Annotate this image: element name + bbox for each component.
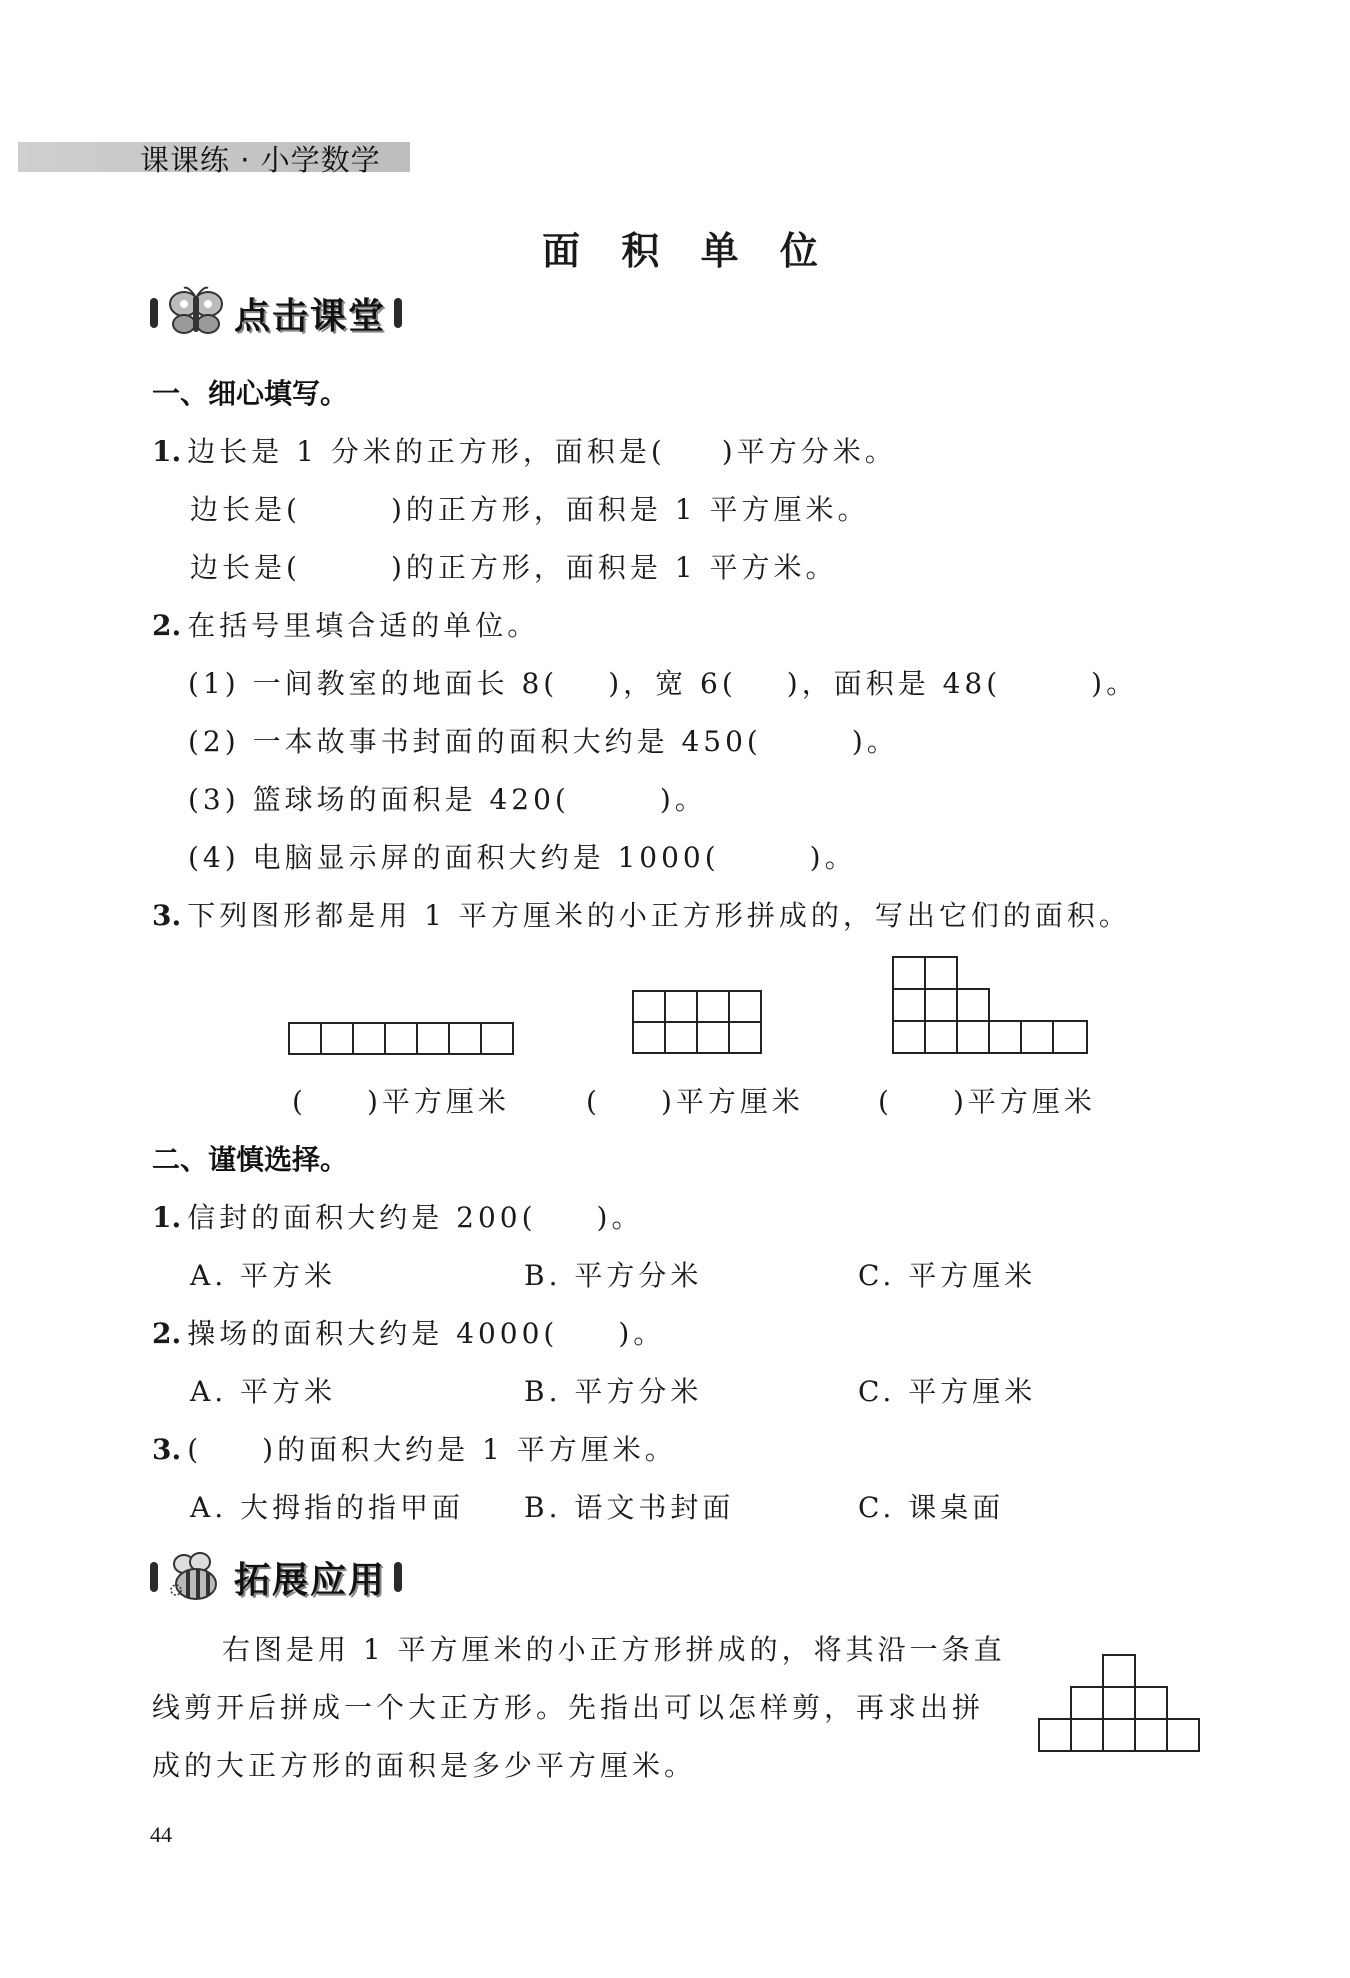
question-number: 3. [152, 899, 182, 932]
extension-text-line-3: 成的大正方形的面积是多少平方厘米。 [152, 1749, 697, 1782]
grid-figure-3 [892, 956, 1090, 1056]
grid-figure-2 [632, 990, 764, 1056]
badge-left-cap [150, 1562, 158, 1592]
click-class-badge [150, 286, 402, 340]
section-1-heading: 一、细心填写。 [152, 377, 349, 410]
paren: ( [292, 1085, 307, 1118]
section-2-heading: 二、谨慎选择。 [152, 1143, 349, 1176]
question-text: 操场的面积大约是 4000( [187, 1317, 559, 1350]
s1-q2-sub1 [188, 662, 1138, 702]
badge-right-cap [394, 1562, 402, 1592]
s2-q2-stem [152, 1312, 665, 1352]
question-text: (1) 一间教室的地面长 8( [188, 667, 559, 700]
page-title: 面 积 单 位 [542, 229, 832, 273]
question-number: 3. [152, 1433, 182, 1466]
question-number: 1. [152, 1201, 182, 1234]
question-text: )。 [618, 1317, 666, 1350]
option-b[interactable]: B. 语文书封面 [524, 1491, 735, 1524]
book-series-header: 课课练 · 小学数学 [140, 143, 381, 177]
badge-right-cap [394, 298, 402, 328]
answer-suffix: )平方厘米 [952, 1085, 1096, 1118]
grid-figure-1 [288, 1022, 518, 1056]
figure-1-answer [292, 1080, 510, 1120]
question-text: 边长是( [190, 493, 301, 526]
question-text: )。 [809, 841, 857, 874]
page-number: 44 [150, 1822, 172, 1847]
option-a[interactable]: A. 平方米 [190, 1259, 337, 1292]
bee-icon [162, 1550, 230, 1604]
butterfly-icon [162, 286, 230, 340]
extension-text-line-1: 右图是用 1 平方厘米的小正方形拼成的，将其沿一条直 [222, 1633, 1006, 1666]
question-text: (4) 电脑显示屏的面积大约是 1000( [188, 841, 720, 874]
paren: ( [586, 1085, 601, 1118]
question-number: 2. [152, 1317, 182, 1350]
question-text: 边长是( [190, 551, 301, 584]
s1-q1-line1 [152, 430, 897, 470]
answer-suffix: )平方厘米 [660, 1085, 804, 1118]
option-a[interactable]: A. 平方米 [190, 1375, 337, 1408]
question-text: )。 [1091, 667, 1139, 700]
badge-left-cap [150, 298, 158, 328]
question-text: 边长是 1 分米的正方形，面积是( [187, 435, 666, 468]
staircase-figure [1038, 1654, 1204, 1754]
question-text: 在括号里填合适的单位。 [187, 609, 540, 642]
question-text: )，宽 6( [608, 667, 737, 700]
question-text: )的面积大约是 1 平方厘米。 [262, 1433, 677, 1466]
question-text: (2) 一本故事书封面的面积大约是 450( [188, 725, 762, 758]
question-text: )，面积是 48( [786, 667, 1002, 700]
option-b[interactable]: B. 平方分米 [524, 1375, 703, 1408]
question-text: )的正方形，面积是 1 平方米。 [390, 551, 838, 584]
s1-q2-sub2 [188, 720, 899, 760]
s1-q3-stem [152, 894, 1131, 934]
question-text: )。 [596, 1201, 644, 1234]
extension-badge [150, 1550, 402, 1604]
s2-q1-stem [152, 1196, 643, 1236]
question-text: 下列图形都是用 1 平方厘米的小正方形拼成的，写出它们的面积。 [187, 899, 1131, 932]
question-text: 信封的面积大约是 200( [187, 1201, 537, 1234]
extension-text-line-2: 线剪开后拼成一个大正方形。先指出可以怎样剪，再求出拼 [152, 1691, 985, 1724]
option-c[interactable]: C. 平方厘米 [858, 1375, 1037, 1408]
figure-2-answer [586, 1080, 804, 1120]
option-c[interactable]: C. 平方厘米 [858, 1259, 1037, 1292]
question-text: ( [187, 1433, 203, 1466]
question-text: )。 [659, 783, 707, 816]
question-text: )。 [851, 725, 899, 758]
click-class-label: 点击课堂 [234, 295, 387, 337]
question-text: (3) 篮球场的面积是 420( [188, 783, 570, 816]
s1-q2-sub3 [188, 778, 707, 818]
option-c[interactable]: C. 课桌面 [858, 1491, 1005, 1524]
option-b[interactable]: B. 平方分米 [524, 1259, 703, 1292]
figure-3-answer [878, 1080, 1096, 1120]
question-number: 1. [152, 435, 182, 468]
extension-label: 拓展应用 [234, 1559, 387, 1601]
option-a[interactable]: A. 大拇指的指甲面 [190, 1491, 465, 1524]
question-number: 2. [152, 609, 182, 642]
s2-q3-stem [152, 1428, 677, 1468]
s1-q1-line2 [190, 488, 869, 528]
s1-q2-sub4 [188, 836, 857, 876]
paren: ( [878, 1085, 893, 1118]
s1-q1-line3 [190, 546, 837, 586]
question-text: )的正方形，面积是 1 平方厘米。 [390, 493, 870, 526]
s1-q2-stem [152, 604, 539, 644]
answer-suffix: )平方厘米 [366, 1085, 510, 1118]
question-text: )平方分米。 [721, 435, 897, 468]
